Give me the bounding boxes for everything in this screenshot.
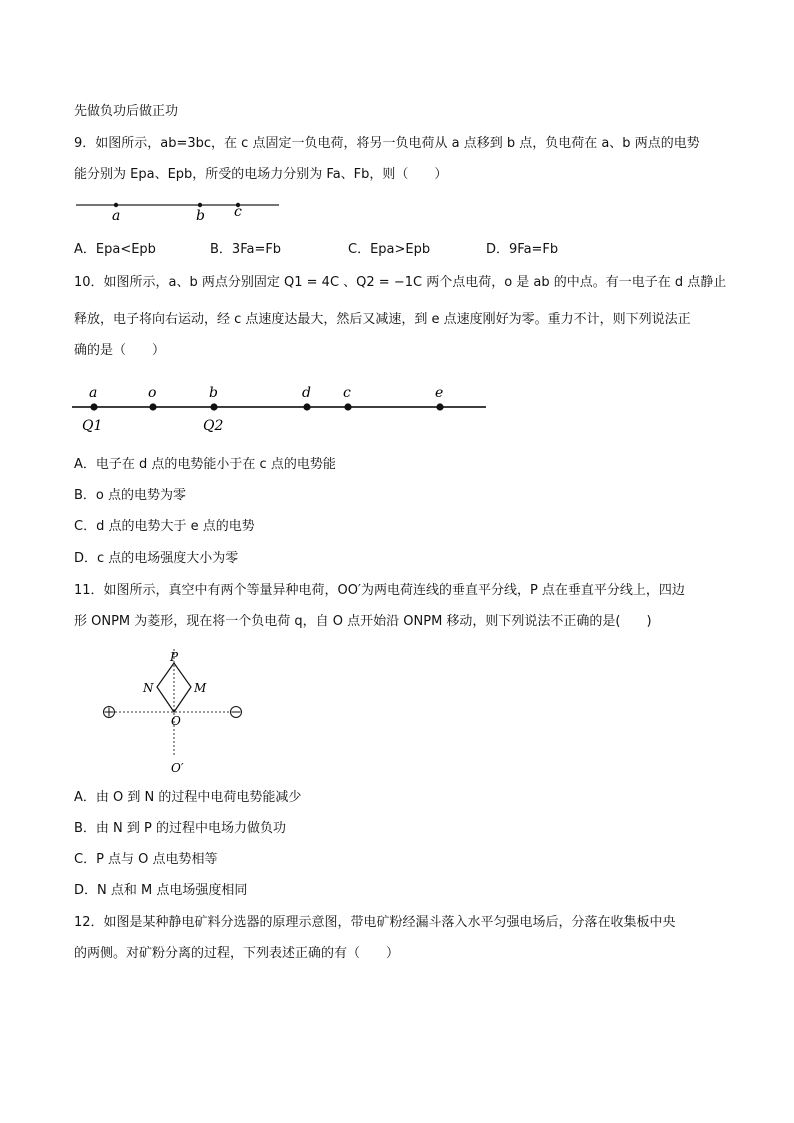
q9-label-a: a — [112, 208, 121, 224]
q9-option-b[interactable]: B．3Fa=Fb — [210, 242, 282, 257]
q10-charge-q2: Q2 — [203, 418, 224, 434]
q11-diagram — [95, 645, 255, 780]
q10-label-d: d — [302, 385, 311, 401]
q11-stem-line2: 形 ONPM 为菱形，现在将一个负电荷 q，自 O 点开始沿 ONPM 移动，则下列说法不正确的是( ) — [74, 614, 652, 629]
intro-text: 先做负功后做正功 — [74, 104, 179, 119]
q10-point-a — [90, 403, 97, 410]
q10-label-o: o — [148, 385, 157, 401]
q10-point-c — [344, 403, 351, 410]
q10-point-e — [436, 403, 443, 410]
q10-label-c: c — [343, 385, 351, 401]
q11-option-d[interactable]: D．N 点和 M 点电场强度相同 — [74, 883, 248, 898]
q9-option-c[interactable]: C．Epa>Epb — [348, 242, 431, 257]
q11-label-m: M — [194, 681, 207, 695]
q11-label-o: O — [171, 714, 181, 728]
q10-option-c[interactable]: C．d 点的电势大于 e 点的电势 — [74, 519, 255, 534]
q9-label-c: c — [234, 204, 242, 220]
q9-point-a — [114, 203, 118, 207]
q10-label-a: a — [89, 385, 98, 401]
q10-option-a[interactable]: A．电子在 d 点的电势能小于在 c 点的电势能 — [74, 457, 336, 472]
q10-label-e: e — [435, 385, 444, 401]
q11-option-c[interactable]: C．P 点与 O 点电势相等 — [74, 852, 218, 867]
q9-option-d[interactable]: D．9Fa=Fb — [486, 242, 559, 257]
q9-options — [74, 238, 734, 258]
q9-stem-line1: 9．如图所示，ab=3bc，在 c 点固定一负电荷，将另一负电荷从 a 点移到 b 点，负电荷在 a、b 两点的电势 — [74, 136, 700, 151]
q9-point-b — [198, 203, 202, 207]
q10-stem-line3: 确的是（ ） — [74, 343, 166, 358]
q11-label-o-prime: O′ — [171, 761, 184, 775]
q10-label-b: b — [209, 385, 218, 401]
q10-option-b[interactable]: B．o 点的电势为零 — [74, 488, 187, 503]
q11-label-n: N — [143, 681, 154, 695]
q11-option-b[interactable]: B．由 N 到 P 的过程中电场力做负功 — [74, 821, 287, 836]
q11-label-p: P — [170, 650, 179, 664]
q10-stem-line2: 释放，电子将向右运动，经 c 点速度达最大，然后又减速，到 e 点速度刚好为零。重力不计，则下列说法正 — [74, 312, 691, 327]
q10-diagram — [70, 380, 490, 436]
q10-point-d — [303, 403, 310, 410]
q12-stem-line2: 的两侧。对矿粉分离的过程，下列表述正确的有（ ） — [74, 946, 400, 961]
q10-charge-q1: Q1 — [82, 418, 103, 434]
q9-stem-line2: 能分别为 Epa、Epb，所受的电场力分别为 Fa、Fb，则（ ） — [74, 167, 448, 182]
q10-option-d[interactable]: D．c 点的电场强度大小为零 — [74, 551, 239, 566]
q9-diagram — [74, 196, 284, 226]
q10-point-b — [210, 403, 217, 410]
q10-stem-line1: 10．如图所示，a、b 两点分别固定 Q1 = 4C 、Q2 = −1C 两个点电荷，o 是 ab 的中点。有一电子在 d 点静止 — [74, 275, 727, 290]
q11-option-a[interactable]: A．由 O 到 N 的过程中电荷电势能减少 — [74, 790, 302, 805]
q9-label-b: b — [196, 208, 205, 224]
q12-stem-line1: 12．如图是某种静电矿料分选器的原理示意图，带电矿粉经漏斗落入水平匀强电场后，分落在收集板中央 — [74, 915, 676, 930]
q10-point-o — [149, 403, 156, 410]
q9-option-a[interactable]: A．Epa<Epb — [74, 242, 156, 257]
q11-stem-line1: 11．如图所示，真空中有两个等量异种电荷，OO′为两电荷连线的垂直平分线，P 点在垂直平分线上，四边 — [74, 583, 685, 598]
